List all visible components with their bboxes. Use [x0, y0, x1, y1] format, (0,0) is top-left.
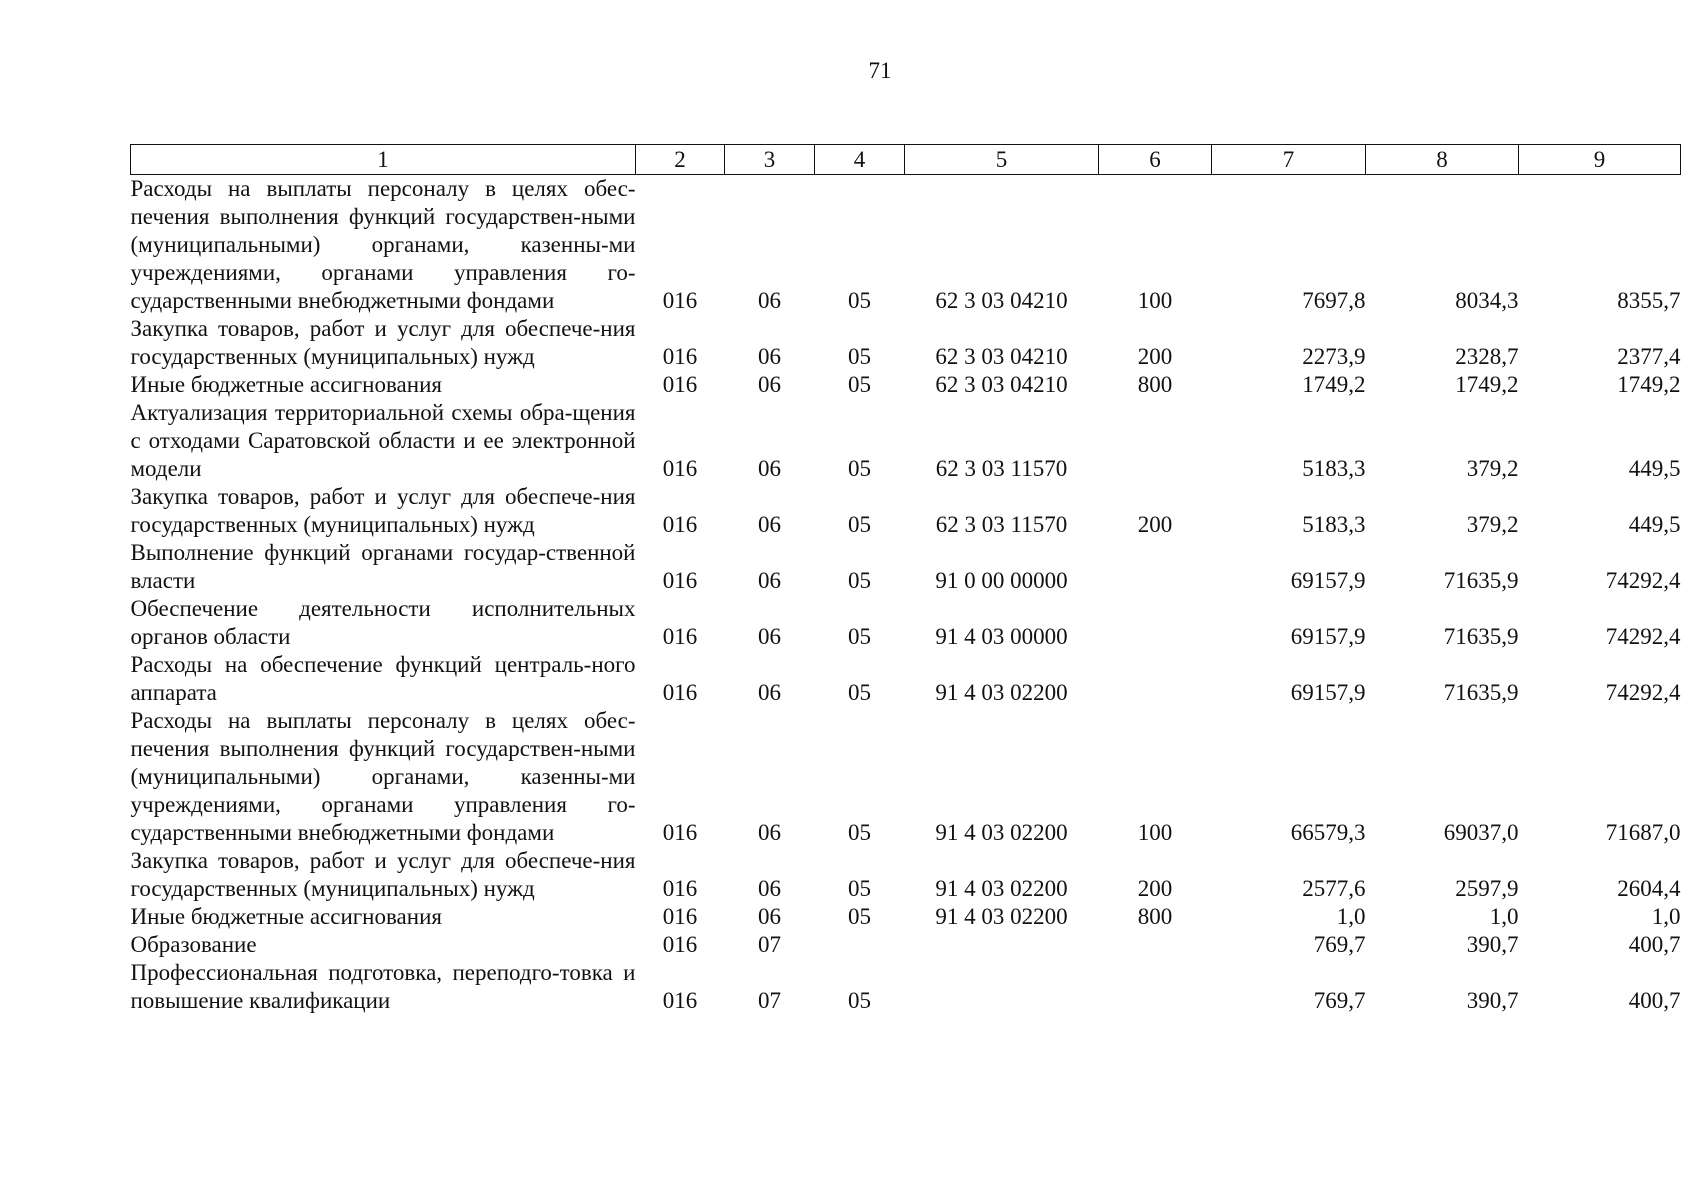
amount-col-7: 5183,3 — [1302, 512, 1366, 537]
expense-name: Расходы на выплаты персоналу в целях обес-печения выполнения функций государствен-ными (муниципальными) органами, казенны-ми учреждениями, органами управления го-сударственными внебюджетными фондами — [130, 708, 636, 845]
expense-type-code — [1099, 399, 1212, 483]
expense-type-code — [1099, 931, 1212, 959]
target-article-code: 62 3 03 04210 — [935, 344, 1068, 369]
amount-col-8: 8034,3 — [1455, 288, 1519, 313]
expense-name: Профессиональная подготовка, переподго-товка и повышение квалификации — [130, 960, 636, 1013]
table-row — [131, 175, 1681, 316]
expense-type-code — [1099, 595, 1212, 651]
table-row — [131, 315, 1681, 371]
amount-col-9: 74292,4 — [1605, 680, 1681, 705]
subsection-code: 05 — [848, 456, 871, 481]
amount-col-8: 379,2 — [1466, 512, 1519, 537]
amount-col-9: 400,7 — [1628, 932, 1681, 957]
expense-type-code: 200 — [1137, 876, 1173, 901]
table-row — [131, 651, 1681, 707]
section-code: 06 — [758, 876, 781, 901]
amount-col-7: 5183,3 — [1302, 456, 1366, 481]
subsection-code: 05 — [848, 372, 871, 397]
expense-type-code — [1099, 959, 1212, 1015]
column-header: 1 — [131, 145, 636, 175]
expense-type-code: 800 — [1137, 372, 1173, 397]
ministry-code: 016 — [662, 372, 698, 397]
section-code: 06 — [758, 568, 781, 593]
expense-type-code: 200 — [1137, 344, 1173, 369]
amount-col-7: 2577,6 — [1302, 876, 1366, 901]
expense-name: Закупка товаров, работ и услуг для обеспече-ния государственных (муниципальных) нужд — [130, 848, 636, 901]
target-article-code: 91 4 03 02200 — [935, 904, 1068, 929]
table-row — [131, 371, 1681, 399]
ministry-code: 016 — [662, 680, 698, 705]
amount-col-8: 2597,9 — [1455, 876, 1519, 901]
column-header: 4 — [815, 145, 905, 175]
amount-col-8: 1749,2 — [1455, 372, 1519, 397]
amount-col-9: 74292,4 — [1605, 568, 1681, 593]
expense-name: Расходы на обеспечение функций централь-ного аппарата — [130, 652, 636, 705]
section-code: 06 — [758, 680, 781, 705]
amount-col-7: 7697,8 — [1302, 288, 1366, 313]
ministry-code: 016 — [662, 288, 698, 313]
expense-name: Актуализация территориальной схемы обра-щения с отходами Саратовской области и ее электронной модели — [130, 400, 636, 481]
expense-name: Расходы на выплаты персоналу в целях обес-печения выполнения функций государствен-ными (муниципальными) органами, казенны-ми учреждениями, органами управления го-сударственными внебюджетными фондами — [130, 176, 636, 313]
section-code: 06 — [758, 372, 781, 397]
ministry-code: 016 — [662, 512, 698, 537]
expense-type-code: 100 — [1137, 288, 1173, 313]
subsection-code — [815, 931, 905, 959]
amount-col-8: 71635,9 — [1443, 568, 1519, 593]
amount-col-8: 390,7 — [1466, 932, 1519, 957]
subsection-code: 05 — [848, 288, 871, 313]
target-article-code: 91 4 03 02200 — [935, 820, 1068, 845]
table-row — [131, 539, 1681, 595]
target-article-code: 91 4 03 02200 — [935, 680, 1068, 705]
section-code: 06 — [758, 820, 781, 845]
amount-col-8: 71635,9 — [1443, 624, 1519, 649]
section-code: 06 — [758, 624, 781, 649]
amount-col-9: 1,0 — [1651, 904, 1681, 929]
table-row — [131, 595, 1681, 651]
table-row — [131, 903, 1681, 931]
amount-col-9: 8355,7 — [1617, 288, 1681, 313]
table-row — [131, 483, 1681, 539]
table-row — [131, 707, 1681, 847]
target-article-code: 62 3 03 11570 — [935, 512, 1068, 537]
table-row — [131, 847, 1681, 903]
target-article-code: 62 3 03 04210 — [935, 372, 1068, 397]
amount-col-8: 390,7 — [1466, 988, 1519, 1013]
target-article-code: 91 0 00 00000 — [935, 568, 1068, 593]
expense-name: Закупка товаров, работ и услуг для обеспече-ния государственных (муниципальных) нужд — [130, 316, 636, 369]
target-article-code: 62 3 03 04210 — [935, 288, 1068, 313]
amount-col-7: 69157,9 — [1290, 680, 1366, 705]
amount-col-7: 2273,9 — [1302, 344, 1366, 369]
amount-col-9: 2604,4 — [1617, 876, 1681, 901]
amount-col-9: 1749,2 — [1617, 372, 1681, 397]
amount-col-7: 66579,3 — [1290, 820, 1366, 845]
expense-type-code — [1099, 651, 1212, 707]
ministry-code: 016 — [662, 932, 698, 957]
ministry-code: 016 — [662, 876, 698, 901]
ministry-code: 016 — [662, 624, 698, 649]
table-row — [131, 959, 1681, 1015]
ministry-code: 016 — [662, 988, 698, 1013]
target-article-code: 62 3 03 11570 — [935, 456, 1068, 481]
amount-col-7: 769,7 — [1313, 932, 1366, 957]
expense-name: Иные бюджетные ассигнования — [130, 904, 442, 929]
column-header: 3 — [725, 145, 815, 175]
amount-col-9: 71687,0 — [1605, 820, 1681, 845]
amount-col-9: 400,7 — [1628, 988, 1681, 1013]
expense-type-code — [1099, 539, 1212, 595]
amount-col-9: 74292,4 — [1605, 624, 1681, 649]
section-code: 06 — [758, 904, 781, 929]
ministry-code: 016 — [662, 344, 698, 369]
subsection-code: 05 — [848, 680, 871, 705]
amount-col-7: 1,0 — [1336, 904, 1366, 929]
expense-name: Закупка товаров, работ и услуг для обеспече-ния государственных (муниципальных) нужд — [130, 484, 636, 537]
section-code: 06 — [758, 288, 781, 313]
subsection-code: 05 — [848, 904, 871, 929]
table-row — [131, 399, 1681, 483]
amount-col-8: 2328,7 — [1455, 344, 1519, 369]
amount-col-9: 449,5 — [1628, 512, 1681, 537]
subsection-code: 05 — [848, 876, 871, 901]
column-header: 2 — [636, 145, 725, 175]
subsection-code: 05 — [848, 344, 871, 369]
ministry-code: 016 — [662, 456, 698, 481]
subsection-code: 05 — [848, 568, 871, 593]
target-article-code — [905, 959, 1099, 1015]
table-row — [131, 931, 1681, 959]
table-header-row — [131, 145, 1681, 175]
section-code: 06 — [758, 512, 781, 537]
amount-col-8: 71635,9 — [1443, 680, 1519, 705]
expense-name: Иные бюджетные ассигнования — [130, 372, 442, 397]
section-code: 06 — [758, 344, 781, 369]
expense-name: Обеспечение деятельности исполнительных органов области — [130, 596, 636, 649]
amount-col-8: 1,0 — [1489, 904, 1519, 929]
expense-name: Образование — [130, 932, 257, 957]
amount-col-9: 449,5 — [1628, 456, 1681, 481]
target-article-code: 91 4 03 02200 — [935, 876, 1068, 901]
ministry-code: 016 — [662, 568, 698, 593]
target-article-code — [905, 931, 1099, 959]
section-code: 07 — [758, 988, 781, 1013]
column-header: 6 — [1099, 145, 1212, 175]
ministry-code: 016 — [662, 904, 698, 929]
expense-type-code: 800 — [1137, 904, 1173, 929]
column-header: 5 — [905, 145, 1099, 175]
section-code: 06 — [758, 456, 781, 481]
amount-col-7: 69157,9 — [1290, 624, 1366, 649]
subsection-code: 05 — [848, 512, 871, 537]
expense-name: Выполнение функций органами государ-ственной власти — [130, 540, 636, 593]
amount-col-7: 69157,9 — [1290, 568, 1366, 593]
subsection-code: 05 — [848, 624, 871, 649]
subsection-code: 05 — [848, 820, 871, 845]
target-article-code: 91 4 03 00000 — [935, 624, 1068, 649]
column-header: 8 — [1366, 145, 1519, 175]
column-header: 7 — [1212, 145, 1366, 175]
amount-col-9: 2377,4 — [1617, 344, 1681, 369]
column-header: 9 — [1519, 145, 1681, 175]
subsection-code: 05 — [848, 988, 871, 1013]
amount-col-7: 1749,2 — [1302, 372, 1366, 397]
amount-col-8: 69037,0 — [1443, 820, 1519, 845]
expense-type-code: 100 — [1137, 820, 1173, 845]
page-number: 71 — [868, 58, 892, 83]
amount-col-7: 769,7 — [1313, 988, 1366, 1013]
section-code: 07 — [758, 932, 781, 957]
expense-type-code: 200 — [1137, 512, 1173, 537]
ministry-code: 016 — [662, 820, 698, 845]
amount-col-8: 379,2 — [1466, 456, 1519, 481]
budget-table — [130, 144, 1681, 1015]
